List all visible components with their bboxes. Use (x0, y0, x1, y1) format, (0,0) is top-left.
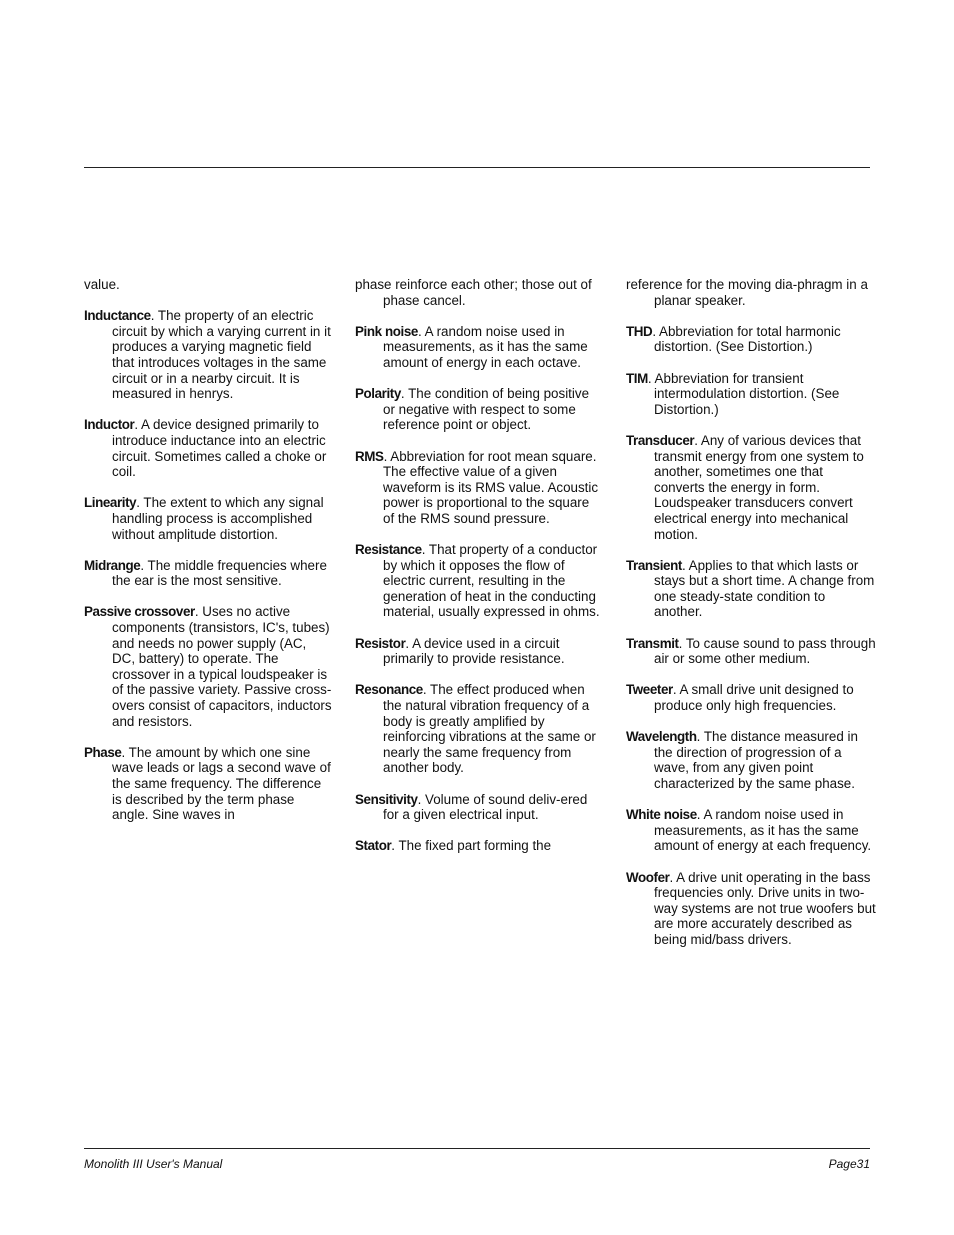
glossary-definition: . The amount by which one sine wave leads or lags a second wave of the same frequency. The difference is described by the term phase angle. Sine waves in (112, 744, 331, 823)
glossary-entry (84, 495, 332, 542)
glossary-term: TIM (626, 370, 648, 386)
glossary-continuation: phase reinforce each other; those out of phase cancel. (355, 277, 592, 308)
glossary-entry (626, 870, 876, 948)
footer-manual-title: Monolith III User's Manual (84, 1157, 223, 1171)
glossary-entry (84, 417, 332, 479)
glossary-entry (355, 324, 603, 371)
glossary-continuation: reference for the moving dia-phragm in a planar speaker. (626, 277, 868, 308)
glossary-definition: . The extent to which any signal handling process is accomplished without amplitude distortion. (112, 495, 324, 542)
glossary-definition: . Abbreviation for total harmonic distortion. (See Distortion.) (652, 323, 841, 355)
glossary-definition: . To cause sound to pass through air or some other medium. (654, 635, 876, 667)
glossary-entry (626, 433, 876, 542)
glossary-definition: . Uses no active components (transistors, IC's, tubes) and needs no power supply (AC, DC, battery) to operate. The crossover in a typical loudspeaker is of the passive variety. Passive cross-overs consist of capacitors, inductors and resistors. (112, 604, 332, 729)
glossary-term: Inductor (84, 417, 135, 433)
glossary-term: Woofer (626, 869, 670, 885)
glossary-definition: . A random noise used in measurements, as it has the same amount of energy in each octave. (383, 323, 588, 370)
glossary-column-2 (355, 277, 603, 870)
glossary-definition: . That property of a conductor by which it opposes the flow of electric current, resulting in the generation of heat in the conducting material, usually expressed in ohms. (383, 542, 600, 620)
glossary-entry (84, 745, 332, 823)
glossary-definition: . The property of an electric circuit by which a varying current in it produces a varying magnetic field that introduces voltages in the same circuit or in a nearby circuit. It is measured in henrys. (112, 308, 331, 402)
glossary-entry (626, 807, 876, 854)
glossary-term: Resistance (355, 542, 422, 558)
glossary-entry (626, 682, 876, 713)
glossary-term: Transducer (626, 432, 695, 448)
glossary-term: Pink noise (355, 323, 418, 339)
glossary-term: Resistor (355, 635, 406, 651)
glossary-term: RMS (355, 448, 384, 464)
glossary-entry (355, 838, 603, 854)
glossary-term: Passive crossover (84, 604, 195, 620)
glossary-definition: . Any of various devices that transmit energy from one system to another, sometimes one that converts the energy in form. Loudspeaker transducers convert electrical energy into mechanical motion. (654, 432, 864, 542)
glossary-term: Sensitivity (355, 791, 418, 807)
glossary-definition: . The effect produced when the natural vibration frequency of a body is greatly amplified by reinforcing vibrations at the same or nearly the same frequency from another body. (383, 682, 596, 776)
glossary-entry (355, 682, 603, 776)
glossary-entry (355, 542, 603, 620)
glossary-term: Transmit (626, 635, 679, 651)
glossary-definition: . The middle frequencies where the ear is the most sensitive. (112, 557, 327, 589)
glossary-definition: . A drive unit operating in the bass frequencies only. Drive units in two-way systems are not true woofers but are more accurately described as being mid/bass drivers. (654, 869, 876, 947)
glossary-term: THD (626, 323, 653, 339)
glossary-entry (355, 386, 603, 433)
glossary-definition: . A device used in a circuit primarily to provide resistance. (383, 635, 565, 667)
glossary-column-1 (84, 277, 332, 838)
glossary-definition: . The fixed part forming the (391, 838, 552, 854)
glossary-term: Phase (84, 744, 122, 760)
glossary-entry (355, 449, 603, 527)
glossary-definition: . The distance measured in the direction of progression of a wave, from any given point characterized by the same phase. (654, 729, 858, 791)
glossary-definition: . A device designed primarily to introduce inductance into an electric circuit. Sometimes called a choke or coil. (112, 417, 327, 480)
glossary-entry (355, 636, 603, 667)
footer-rule (84, 1148, 870, 1149)
glossary-entry (84, 558, 332, 589)
glossary-term: Resonance (355, 682, 423, 698)
glossary-term: Linearity (84, 495, 137, 511)
glossary-entry (355, 792, 603, 823)
glossary-definition: . A random noise used in measurements, as it has the same amount of energy at each frequency. (654, 807, 872, 854)
glossary-term: Tweeter (626, 682, 673, 698)
glossary-column-3 (626, 277, 876, 963)
glossary-term: Wavelength (626, 729, 697, 745)
glossary-definition: . A small drive unit designed to produce only high frequencies. (654, 682, 854, 714)
header-rule (84, 167, 870, 168)
glossary-entry (626, 371, 876, 418)
glossary-term: White noise (626, 807, 697, 823)
glossary-term: Transient (626, 557, 682, 573)
glossary-entry (626, 558, 876, 620)
glossary-term: Stator (355, 838, 392, 854)
glossary-entry (84, 308, 332, 402)
glossary-definition: . Abbreviation for transient intermodulation distortion. (See Distortion.) (647, 370, 840, 417)
glossary-entry (84, 604, 332, 729)
footer-page-number: Page31 (828, 1157, 870, 1171)
glossary-definition: . Abbreviation for root mean square. The effective value of a given waveform is its RMS value. Acoustic power is proportional to the square of the RMS sound pressure. (383, 448, 599, 526)
glossary-definition: . The condition of being positive or negative with respect to some reference point or object. (383, 386, 590, 433)
glossary-definition: . Applies to that which lasts or stays but a short time. A change from one steady-state condition to another. (654, 557, 875, 620)
glossary-definition: . Volume of sound deliv-ered for a given electrical input. (383, 791, 588, 823)
glossary-entry (626, 324, 876, 355)
glossary-term: Polarity (355, 386, 401, 402)
glossary-term: Midrange (84, 557, 141, 573)
glossary-continuation: value. (84, 277, 120, 292)
glossary-entry (626, 729, 876, 791)
glossary-entry (626, 636, 876, 667)
glossary-term: Inductance (84, 308, 151, 324)
